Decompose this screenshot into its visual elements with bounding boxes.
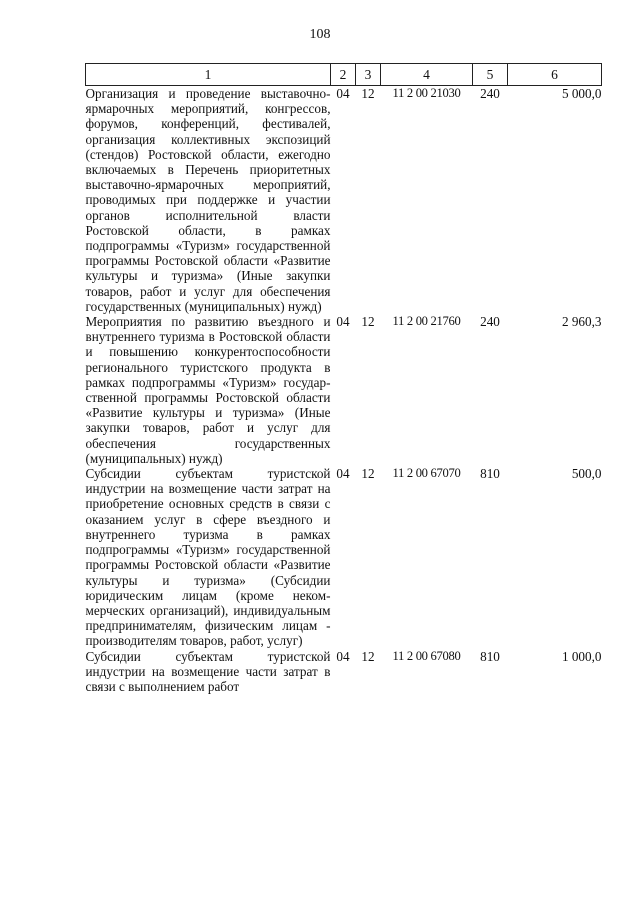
table-header-row (86, 64, 602, 86)
row-section: 04 (336, 86, 350, 101)
row-subsection: 12 (361, 86, 375, 101)
row-description: Субсидии субъектам туристской индустрии на возмещение части затрат в связи с выполнением работ (85, 648, 331, 694)
row-amount: 2 960,3 (561, 314, 602, 330)
row-target-code: 11 2 00 21030 (392, 86, 461, 100)
row-target-code: 11 2 00 67080 (392, 648, 461, 663)
row-expense-type: 810 (480, 466, 500, 482)
row-amount: 5 000,0 (561, 86, 602, 101)
table-row (86, 314, 602, 466)
header-col-3: 3 (356, 64, 381, 86)
header-col-4: 4 (381, 64, 473, 86)
header-col-1: 1 (86, 64, 331, 86)
row-section: 04 (336, 648, 350, 664)
header-col-5: 5 (473, 64, 508, 86)
row-description: Субсидии субъектам туристской индустрии на возмещение части затрат на приобретение основных средств в связи с оказанием услуг в сфере въездного и внутреннего туризма в рамках подпрограммы «Туризм» государственной программы Ростовской области «Развитие культуры и туризма» (Субсидии юридическим лицам (кроме некоммерческих организаций), индивидуальным предпринимателям, физическим лицам - производителям товаров, работ, услуг) (85, 466, 331, 649)
row-section: 04 (336, 314, 350, 330)
page-number: 108 (309, 27, 331, 42)
row-description: Мероприятия по развитию въездного и внутреннего туризма в Ростовской области и повышению конкурентоспособности регионального туристского продукта в рамках подпрограммы «Туризм» государственной программы Ростовской области «Развитие культуры и туризма» (Иные закупки товаров, работ и услуг для обеспечения государственных (муниципальных) нужд) (85, 314, 331, 466)
row-expense-type: 810 (480, 648, 500, 664)
row-section: 04 (336, 466, 350, 482)
row-subsection: 12 (361, 466, 375, 482)
row-expense-type: 240 (480, 86, 500, 101)
row-expense-type: 240 (480, 314, 500, 330)
header-col-2: 2 (331, 64, 356, 86)
row-target-code: 11 2 00 67070 (392, 466, 461, 481)
budget-table (85, 63, 602, 694)
row-amount: 500,0 (571, 466, 602, 482)
row-target-code: 11 2 00 21760 (392, 314, 461, 329)
row-subsection: 12 (361, 648, 375, 664)
row-amount: 1 000,0 (561, 648, 602, 664)
row-subsection: 12 (361, 314, 375, 330)
table-row (86, 466, 602, 648)
table-row (86, 86, 602, 315)
row-description: Организация и проведение выставочно-ярмарочных мероприятий, конгрессов, форумов, конференций, фестивалей, организация коллективных экспозиций (стендов) Ростовской области, ежегодно включаемых в Перечень приоритетных выставочно-ярмарочных мероприятий, проводимых при поддержке и участии органов исполнительной власти Ростовской области, в рамках подпрограммы «Туризм» государственной программы Ростовской области «Развитие культуры и туризма» (Иные закупки товаров, работ и услуг для обеспечения государственных (муниципальных) нужд) (85, 86, 331, 314)
table-row (86, 649, 602, 695)
header-col-6: 6 (508, 64, 602, 86)
